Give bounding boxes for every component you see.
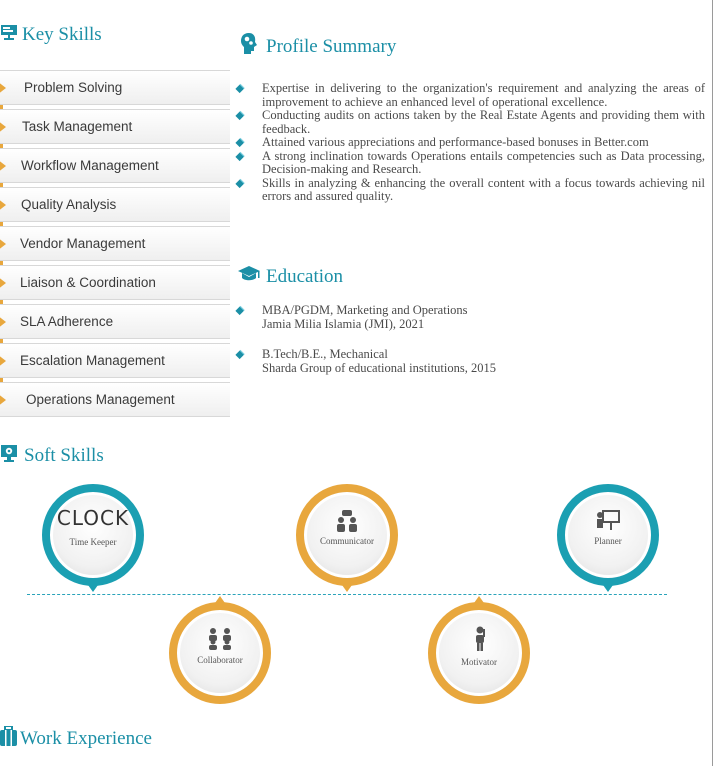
profile-summary-heading (240, 32, 396, 62)
skill-label: Task Management (22, 119, 133, 134)
head-gears-icon (240, 32, 258, 62)
summary-bullet (235, 177, 705, 204)
skill-item (0, 265, 230, 300)
skill-label: SLA Adherence (20, 314, 114, 329)
education-degree: B.Tech/B.E., Mechanical (262, 347, 388, 361)
education-entry (235, 304, 705, 331)
skill-item (0, 304, 230, 339)
soft-skill-time-keeper (42, 484, 144, 586)
summary-bullet (235, 136, 705, 150)
diamond-bullet-icon (235, 350, 244, 359)
key-skills-heading (0, 24, 102, 46)
clock-text-art: CLOCK (56, 506, 130, 530)
summary-text: Expertise in delivering to the organization's requirement and analyzing the areas of improvement to achieve an enhanced level of operational excellence. (262, 81, 705, 109)
monitor-gear-icon (0, 444, 18, 468)
education-title: Education (266, 266, 344, 287)
summary-text: Conducting audits on actions taken by the Real Estate Agents and providing them with feedback. (262, 108, 705, 136)
skill-label: Operations Management (26, 392, 175, 407)
work-experience-title: Work Experience (20, 728, 152, 749)
education-heading (237, 265, 343, 289)
briefcase-icon (0, 726, 17, 752)
summary-bullet (235, 150, 705, 177)
skill-item (0, 109, 230, 144)
diamond-bullet-icon (235, 138, 244, 147)
skill-label: Escalation Management (20, 353, 165, 368)
summary-text: Skills in analyzing & enhancing the overall content with a focus towards achieving nil errors and assured quality. (262, 175, 705, 203)
presentation-board-icon (0, 24, 18, 46)
summary-text: Attained various appreciations and performance-based bonuses in Better.com (262, 135, 649, 149)
skill-item (0, 382, 230, 417)
skill-label: Problem Solving (24, 80, 123, 95)
profile-summary-title: Profile Summary (266, 36, 397, 57)
soft-skill-communicator (296, 484, 398, 586)
education-institution: Jamia Milia Islamia (JMI), 2021 (262, 316, 425, 331)
summary-bullet (235, 109, 705, 136)
education-list (235, 304, 705, 375)
skill-item (0, 187, 230, 222)
soft-skill-label: Time Keeper (69, 537, 117, 547)
work-experience-heading (0, 726, 152, 752)
people-talking-icon (334, 510, 360, 537)
skill-label: Liaison & Coordination (20, 275, 156, 290)
graduation-cap-icon (237, 265, 261, 289)
page-right-border (712, 0, 713, 766)
skill-item (0, 148, 230, 183)
diamond-bullet-icon (235, 111, 244, 120)
skill-item (0, 70, 230, 105)
profile-summary-list (235, 82, 705, 204)
skill-item (0, 226, 230, 261)
skill-label: Vendor Management (20, 236, 146, 251)
key-skills-title: Key Skills (22, 24, 102, 45)
person-pointing-icon (471, 626, 489, 657)
soft-skill-label: Communicator (320, 536, 374, 546)
soft-skill-label: Motivator (461, 657, 497, 667)
skill-item (0, 343, 230, 378)
soft-skill-label: Planner (594, 536, 622, 546)
presenter-board-icon (595, 510, 621, 537)
soft-skill-label: Collaborator (197, 655, 243, 665)
skill-label: Workflow Management (21, 158, 159, 173)
timeline-line (27, 594, 667, 595)
key-skills-list (0, 70, 230, 421)
diamond-bullet-icon (235, 178, 244, 187)
soft-skills-title: Soft Skills (24, 445, 104, 466)
education-degree: MBA/PGDM, Marketing and Operations (262, 303, 468, 317)
diamond-bullet-icon (235, 306, 244, 315)
skill-label: Quality Analysis (21, 197, 117, 212)
team-group-icon (207, 628, 233, 655)
summary-text: A strong inclination towards Operations entails competencies such as Data processing, Decision-making and Research. (262, 148, 705, 176)
diamond-bullet-icon (235, 84, 244, 93)
soft-skill-motivator (428, 602, 530, 704)
diamond-bullet-icon (235, 151, 244, 160)
soft-skill-planner (557, 484, 659, 586)
education-institution: Sharda Group of educational institutions, 2015 (262, 360, 496, 375)
education-entry (235, 348, 705, 375)
soft-skills-heading (0, 444, 104, 468)
soft-skill-collaborator (169, 602, 271, 704)
summary-bullet (235, 82, 705, 109)
